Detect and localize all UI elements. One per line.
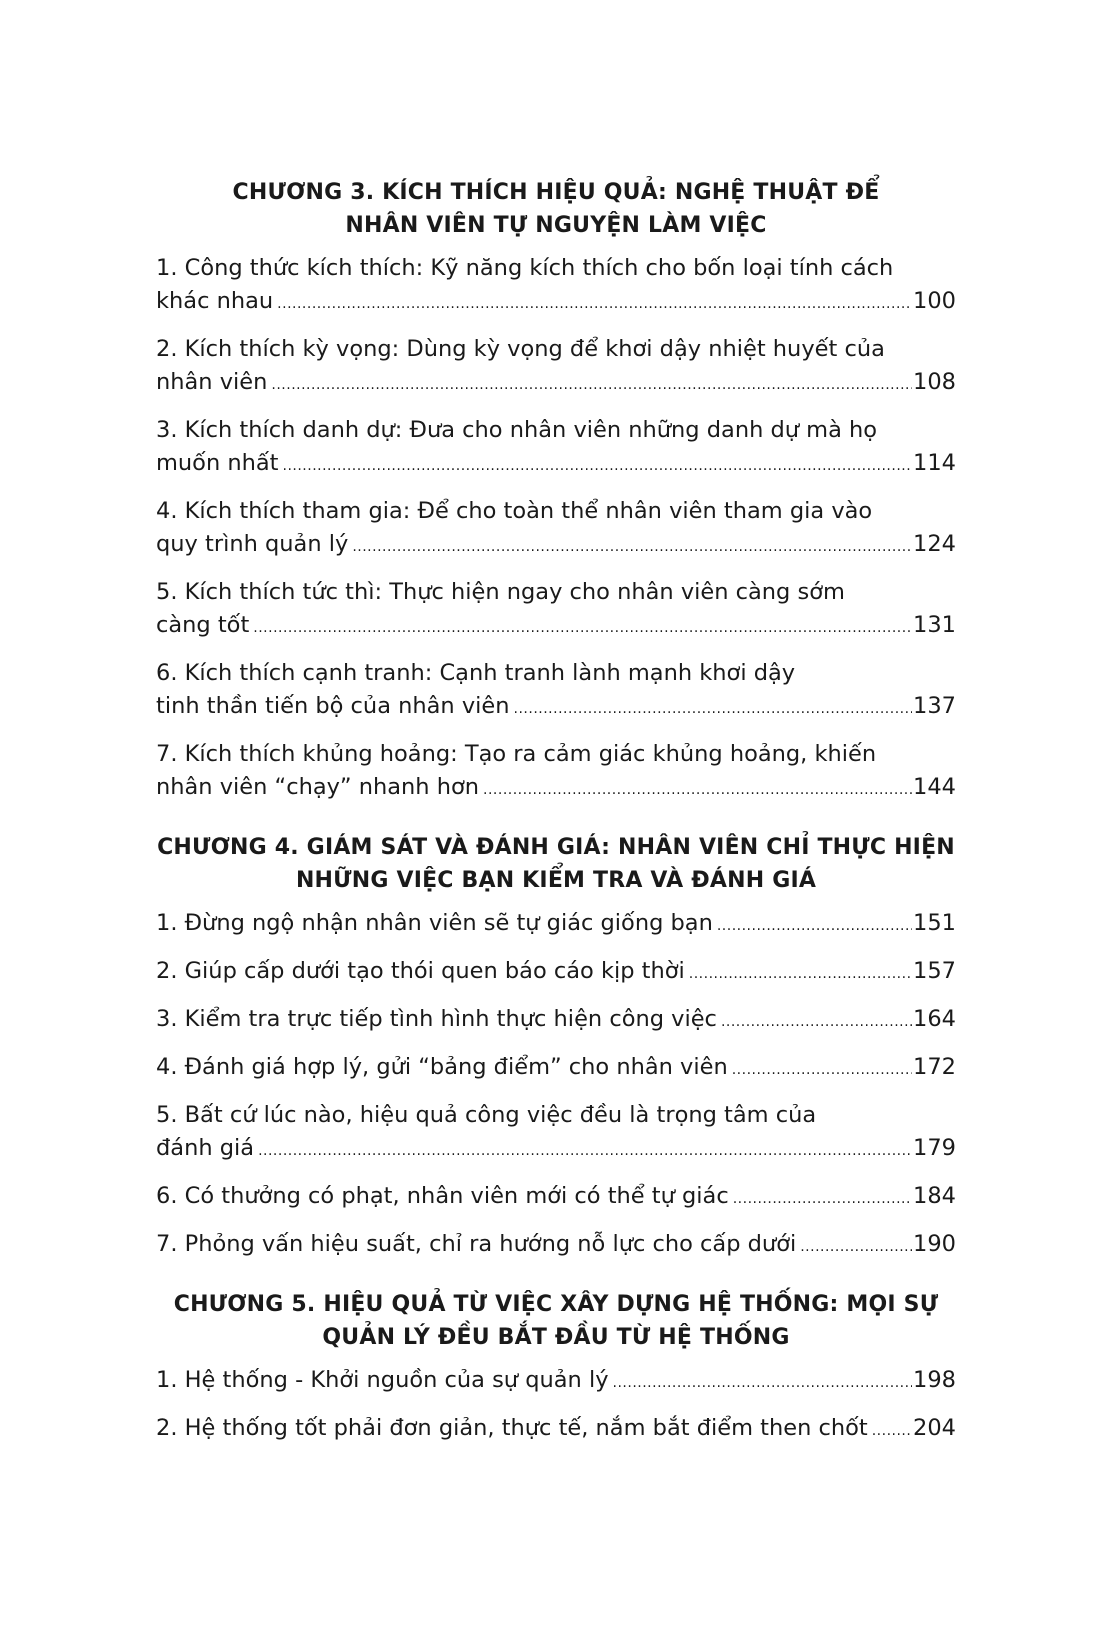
toc-entry[interactable]: [156, 1364, 956, 1400]
toc-entry-title-end: đánh giá: [156, 1135, 255, 1161]
toc-entry[interactable]: [156, 1099, 956, 1168]
chapter-title: [156, 831, 956, 897]
page-number: 184: [913, 1183, 956, 1209]
dot-leader: [483, 774, 912, 807]
toc-entry[interactable]: [156, 955, 956, 991]
toc-entry[interactable]: [156, 738, 956, 807]
chapter-title: [156, 176, 956, 242]
chapter-title-line: CHƯƠNG 4. GIÁM SÁT VÀ ĐÁNH GIÁ: NHÂN VIÊN CHỈ THỰC HIỆN: [157, 835, 955, 860]
toc-entry-title-end: muốn nhất: [156, 450, 279, 476]
toc-entry[interactable]: [156, 333, 956, 402]
dot-leader: [613, 1367, 913, 1400]
dot-leader: [800, 1231, 912, 1264]
page-number: 172: [913, 1054, 956, 1080]
page-number: 108: [913, 369, 956, 395]
dot-leader: [733, 1183, 912, 1216]
page-number: 100: [913, 288, 956, 314]
toc-entry-title-end: nhân viên “chạy” nhanh hơn: [156, 774, 480, 800]
toc-entry-title: 1. Đừng ngộ nhận nhân viên sẽ tự giác giống bạn: [156, 910, 713, 936]
dot-leader: [717, 910, 912, 943]
toc-entry-title-end: càng tốt: [156, 612, 250, 638]
chapter-5: [156, 1288, 956, 1448]
dot-leader: [253, 612, 912, 645]
dot-leader: [732, 1054, 912, 1087]
toc-entry-title-end: nhân viên: [156, 369, 268, 395]
toc-entry-title: 2. Hệ thống tốt phải đơn giản, thực tế, nắm bắt điểm then chốt: [156, 1415, 868, 1441]
dot-leader: [283, 450, 913, 483]
toc-entry-title: 6. Có thưởng có phạt, nhân viên mới có thể tự giác: [156, 1183, 729, 1209]
toc-entry-title: 4. Kích thích tham gia: Để cho toàn thể nhân viên tham gia vào: [156, 498, 873, 524]
toc-entry[interactable]: [156, 576, 956, 645]
toc-entry[interactable]: [156, 1412, 956, 1448]
page-number: 157: [913, 958, 956, 984]
toc-entry-title: 3. Kích thích danh dự: Đưa cho nhân viên những danh dự mà họ: [156, 417, 878, 443]
dot-leader: [271, 369, 912, 402]
dot-leader: [277, 288, 912, 321]
chapter-title-line: CHƯƠNG 3. KÍCH THÍCH HIỆU QUẢ: NGHỆ THUẬT ĐỂ: [232, 180, 880, 205]
dot-leader: [721, 1006, 912, 1039]
page-number: 151: [913, 910, 956, 936]
page-number: 144: [913, 774, 956, 800]
chapter-title-line: QUẢN LÝ ĐỀU BẮT ĐẦU TỪ HỆ THỐNG: [322, 1325, 790, 1350]
toc-entry-title: 7. Phỏng vấn hiệu suất, chỉ ra hướng nỗ lực cho cấp dưới: [156, 1231, 797, 1257]
toc-entry-title: 5. Kích thích tức thì: Thực hiện ngay cho nhân viên càng sớm: [156, 579, 845, 605]
toc-entry[interactable]: [156, 495, 956, 564]
page-number: 179: [913, 1135, 956, 1161]
toc-entry-title-end: quy trình quản lý: [156, 531, 349, 557]
page-number: 124: [913, 531, 956, 557]
dot-leader: [352, 531, 912, 564]
toc-entry-title: 1. Hệ thống - Khởi nguồn của sự quản lý: [156, 1367, 609, 1393]
toc-entry-title-end: khác nhau: [156, 288, 274, 314]
dot-leader: [689, 958, 912, 991]
page-number: 190: [913, 1231, 956, 1257]
toc-entry[interactable]: [156, 414, 956, 483]
toc-entry[interactable]: [156, 1180, 956, 1216]
dot-leader: [258, 1135, 912, 1168]
dot-leader: [514, 693, 913, 726]
table-of-contents: [156, 176, 956, 1460]
toc-entry[interactable]: [156, 252, 956, 321]
toc-entry-title: 2. Giúp cấp dưới tạo thói quen báo cáo kịp thời: [156, 958, 685, 984]
page-number: 137: [913, 693, 956, 719]
toc-entry-title-end: tinh thần tiến bộ của nhân viên: [156, 693, 510, 719]
toc-entry[interactable]: [156, 657, 956, 726]
toc-entry[interactable]: [156, 1003, 956, 1039]
page-number: 114: [913, 450, 956, 476]
page-number: 204: [913, 1415, 956, 1441]
toc-entry-title: 2. Kích thích kỳ vọng: Dùng kỳ vọng để khơi dậy nhiệt huyết của: [156, 336, 885, 362]
toc-entry-title: 4. Đánh giá hợp lý, gửi “bảng điểm” cho nhân viên: [156, 1054, 728, 1080]
toc-entry-title: 7. Kích thích khủng hoảng: Tạo ra cảm giác khủng hoảng, khiến: [156, 741, 877, 767]
toc-entry[interactable]: [156, 1051, 956, 1087]
toc-entry-title: 1. Công thức kích thích: Kỹ năng kích thích cho bốn loại tính cách: [156, 255, 894, 281]
chapter-4: [156, 831, 956, 1264]
chapter-3: [156, 176, 956, 807]
chapter-title-line: NHÂN VIÊN TỰ NGUYỆN LÀM VIỆC: [345, 213, 767, 238]
page-number: 198: [913, 1367, 956, 1393]
toc-entry[interactable]: [156, 907, 956, 943]
toc-entry-title: 3. Kiểm tra trực tiếp tình hình thực hiện công việc: [156, 1006, 717, 1032]
chapter-title-line: NHỮNG VIỆC BẠN KIỂM TRA VÀ ĐÁNH GIÁ: [295, 868, 817, 893]
page-number: 131: [913, 612, 956, 638]
toc-entry-title: 5. Bất cứ lúc nào, hiệu quả công việc đều là trọng tâm của: [156, 1102, 817, 1128]
chapter-title: [156, 1288, 956, 1354]
toc-entry-title: 6. Kích thích cạnh tranh: Cạnh tranh lành mạnh khơi dậy: [156, 660, 796, 686]
page-number: 164: [913, 1006, 956, 1032]
dot-leader: [872, 1415, 912, 1448]
chapter-title-line: CHƯƠNG 5. HIỆU QUẢ TỪ VIỆC XÂY DỰNG HỆ THỐNG: MỌI SỰ: [173, 1292, 939, 1317]
toc-entry[interactable]: [156, 1228, 956, 1264]
